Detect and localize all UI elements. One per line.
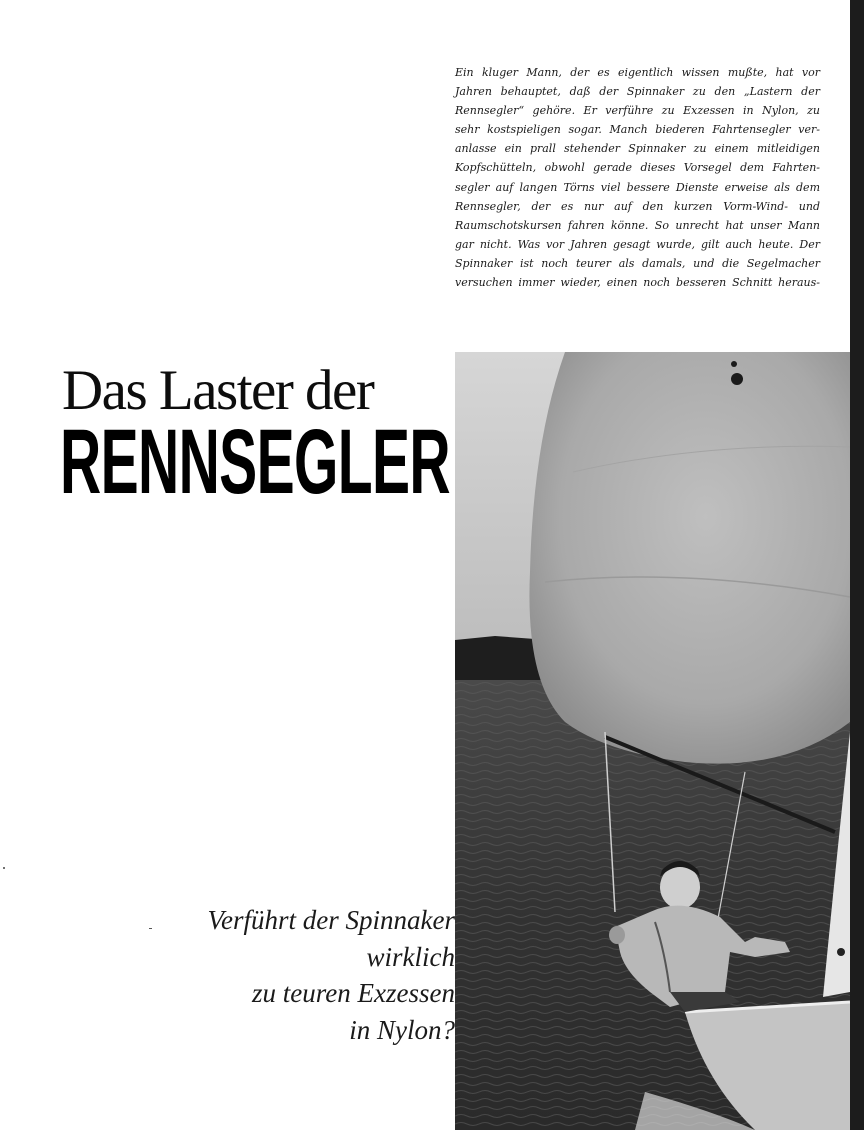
intro-line: gar nicht. Was vor Jahren gesagt wurde, gilt auch heute. Der xyxy=(455,237,820,251)
intro-line: Raumschotskursen fahren könne. So unrecht hat unser Mann xyxy=(455,218,820,232)
intro-line: sehr kostspieligen sogar. Manch biederen Fahrtensegler ver- xyxy=(455,123,820,137)
page-edge-strip xyxy=(850,0,864,1130)
print-speck xyxy=(3,867,5,869)
intro-line: Spinnaker ist noch teurer als damals, und die Segelmacher xyxy=(455,256,820,270)
intro-line: Rennsegler, der es nur auf den kurzen Vorm-Wind- und xyxy=(455,199,820,213)
print-speck xyxy=(149,928,152,929)
subtitle-line: in Nylon? xyxy=(349,1014,455,1045)
intro-paragraph xyxy=(455,63,820,292)
spinnaker-sail xyxy=(529,352,850,764)
sailing-photo xyxy=(455,352,850,1130)
subtitle-line: Verführt der Spinnaker xyxy=(207,905,455,935)
subtitle-line: wirklich xyxy=(366,941,455,972)
intro-line: anlasse ein prall stehender Spinnaker zu einem mitleidigen xyxy=(455,142,820,156)
subtitle-line: zu teuren Exzessen xyxy=(252,978,455,1008)
intro-line: Jahren behauptet, daß der Spinnaker zu den „Lastern der xyxy=(455,85,820,99)
intro-line: segler auf langen Törns viel bessere Dienste erweise als dem xyxy=(455,180,820,194)
intro-line: Ein kluger Mann, der es eigentlich wissen mußte, hat vor xyxy=(455,66,820,79)
headline-serif: Das Laster der xyxy=(62,359,374,422)
headline-condensed: RENNSEGLER xyxy=(60,411,450,513)
subtitle xyxy=(120,902,455,1048)
intro-line: Kopfschütteln, obwohl gerade dieses Vorsegel dem Fahrten- xyxy=(455,161,820,175)
spinnaker-sailor-illustration xyxy=(455,352,850,1130)
intro-line: Rennsegler“ gehöre. Er verführe zu Exzessen in Nylon, zu xyxy=(455,104,820,118)
intro-line: versuchen immer wieder, einen noch besseren Schnitt heraus- xyxy=(455,276,820,290)
